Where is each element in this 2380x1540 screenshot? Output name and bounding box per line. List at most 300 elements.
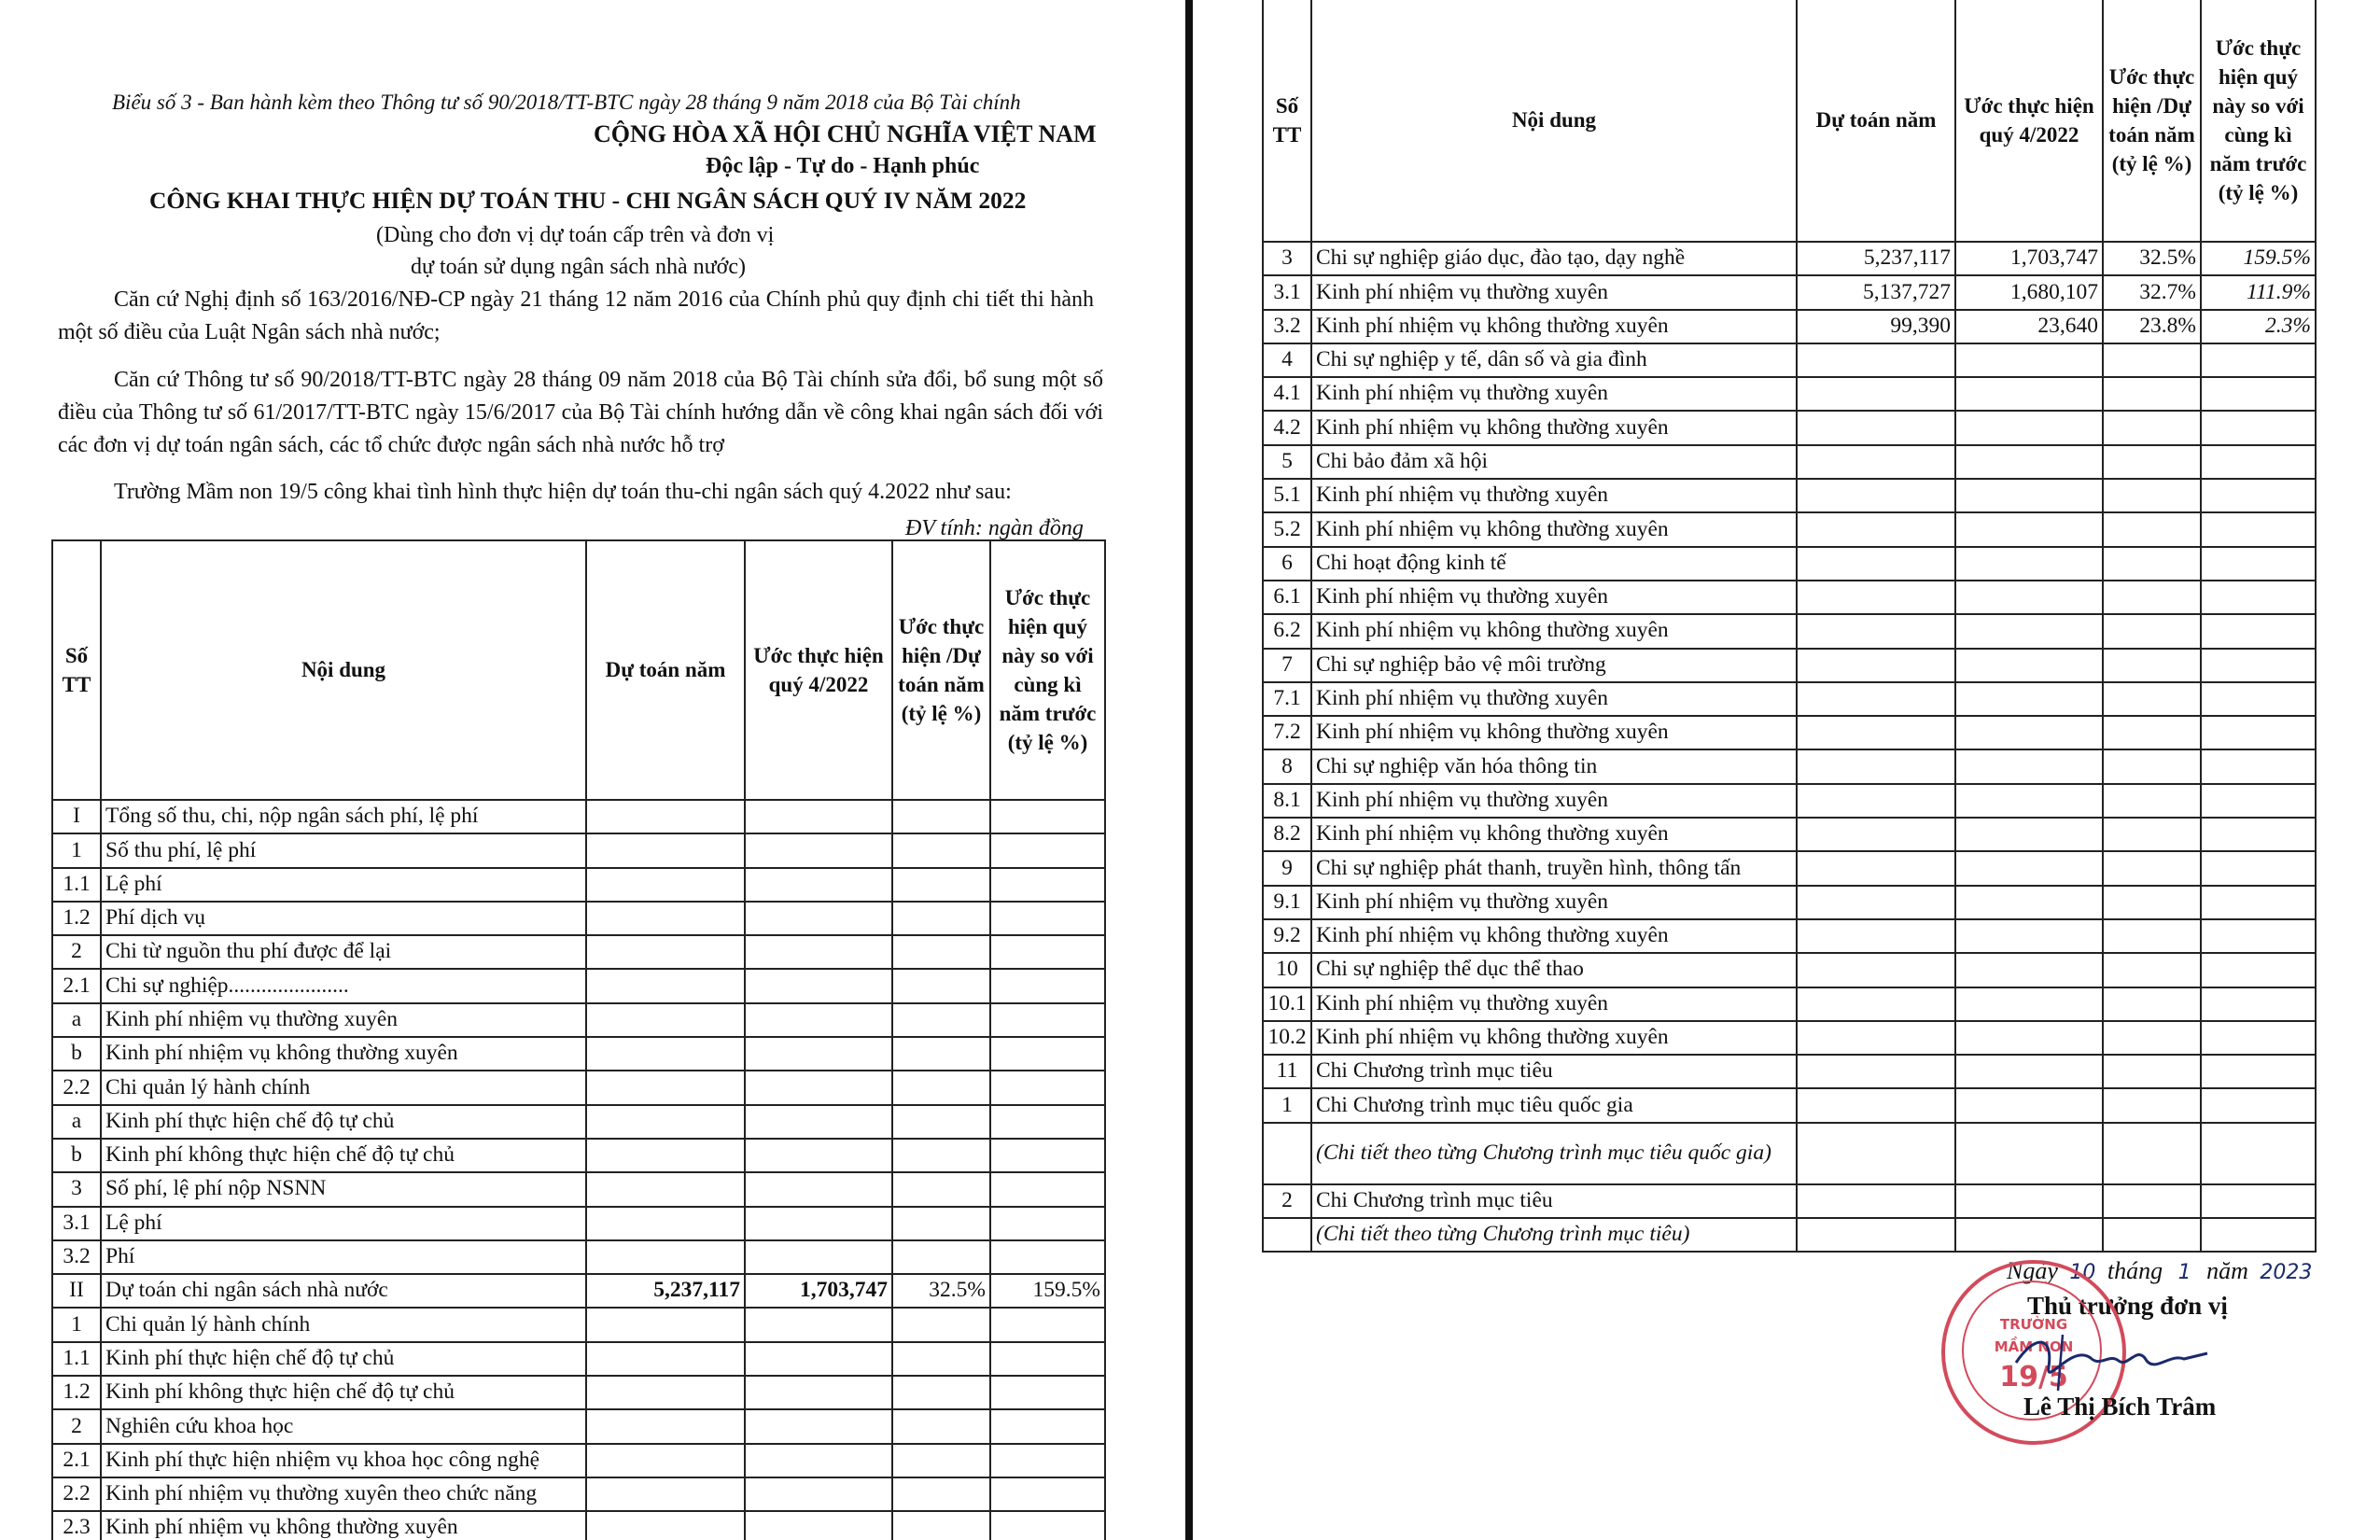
row-number: 7 <box>1263 649 1311 682</box>
row-number: 1.2 <box>52 902 101 935</box>
row-budget <box>1797 1218 1955 1252</box>
row-content: Kinh phí thực hiện chế độ tự chủ <box>101 1105 586 1139</box>
row-estimate <box>745 1207 892 1240</box>
row-estimate <box>745 1376 892 1409</box>
row-content: Kinh phí nhiệm vụ không thường xuyên <box>101 1511 586 1540</box>
row-ratio-previous <box>990 833 1105 867</box>
row-content: Kinh phí không thực hiện chế độ tự chủ <box>101 1139 586 1172</box>
table-row <box>1263 445 2316 479</box>
row-ratio-budget <box>2103 649 2201 682</box>
row-number: 5.1 <box>1263 479 1311 512</box>
row-number: b <box>52 1037 101 1071</box>
row-estimate <box>745 1444 892 1477</box>
row-ratio-budget <box>892 1105 990 1139</box>
row-ratio-budget <box>892 1444 990 1477</box>
row-budget <box>586 1037 745 1071</box>
table-row <box>1263 886 2316 919</box>
unit-label: ĐV tính: ngàn đồng <box>905 516 1084 540</box>
row-estimate <box>1955 987 2103 1021</box>
row-budget <box>1797 953 1955 987</box>
row-ratio-previous <box>2201 649 2316 682</box>
row-ratio-previous <box>2201 987 2316 1021</box>
row-ratio-previous <box>990 1105 1105 1139</box>
subtitle-line-1: (Dùng cho đơn vị dự toán cấp trên và đơn vị <box>376 223 775 247</box>
table-row <box>52 1207 1105 1240</box>
row-content: Kinh phí nhiệm vụ không thường xuyên <box>1311 1021 1797 1055</box>
row-ratio-previous <box>990 1071 1105 1104</box>
table-row <box>52 969 1105 1002</box>
row-content: Chi Chương trình mục tiêu <box>1311 1184 1797 1218</box>
header-content: Nội dung <box>101 540 586 800</box>
row-budget <box>1797 919 1955 953</box>
row-ratio-previous <box>2201 1055 2316 1088</box>
row-number: 1 <box>52 833 101 867</box>
row-estimate <box>1955 649 2103 682</box>
row-content: Chi sự nghiệp giáo dục, đào tạo, dạy nghề <box>1311 242 1797 275</box>
row-content: Lệ phí <box>101 868 586 902</box>
row-estimate <box>745 868 892 902</box>
row-budget <box>1797 886 1955 919</box>
row-budget <box>586 1240 745 1274</box>
row-ratio-budget: 23.8% <box>2103 310 2201 343</box>
row-number: 4 <box>1263 343 1311 377</box>
table-row <box>52 868 1105 902</box>
row-ratio-budget <box>892 1207 990 1240</box>
row-content: Kinh phí nhiệm vụ không thường xuyên <box>1311 818 1797 851</box>
right-page <box>1185 0 2380 1540</box>
row-ratio-previous <box>990 1003 1105 1037</box>
row-content: (Chi tiết theo từng Chương trình mục tiêu quốc gia) <box>1311 1123 1797 1184</box>
row-budget: 5,137,727 <box>1797 275 1955 309</box>
row-ratio-previous <box>2201 749 2316 783</box>
row-budget <box>1797 547 1955 581</box>
row-number: 2 <box>52 935 101 969</box>
row-content: Phí <box>101 1240 586 1274</box>
table-row <box>1263 716 2316 749</box>
row-budget: 5,237,117 <box>586 1274 745 1308</box>
row-estimate <box>1955 479 2103 512</box>
row-budget <box>1797 818 1955 851</box>
row-budget <box>586 935 745 969</box>
row-budget <box>586 1003 745 1037</box>
table-row <box>1263 987 2316 1021</box>
table-row <box>52 833 1105 867</box>
row-budget <box>1797 749 1955 783</box>
row-ratio-previous <box>2201 682 2316 716</box>
row-estimate <box>745 1105 892 1139</box>
row-number: I <box>52 800 101 833</box>
row-budget <box>586 1105 745 1139</box>
row-content: Chi sự nghiệp văn hóa thông tin <box>1311 749 1797 783</box>
table-row <box>1263 1021 2316 1055</box>
header-ratio-previous: Ước thực hiện quý này so với cùng kì năm trước (tỷ lệ %) <box>990 540 1105 800</box>
stamp-line-3: 19/5 <box>1999 1361 2068 1393</box>
legal-basis-1: Căn cứ Nghị định số 163/2016/NĐ-CP ngày 21 tháng 12 năm 2016 của Chính phủ quy định chi tiết thi hành một số điều của Luật Ngân sách nhà nước; <box>58 287 1094 344</box>
row-content: Kinh phí nhiệm vụ không thường xuyên <box>1311 716 1797 749</box>
row-number: 1.1 <box>52 1342 101 1376</box>
row-ratio-previous <box>990 1376 1105 1409</box>
table-row <box>52 1477 1105 1511</box>
row-ratio-budget <box>2103 851 2201 885</box>
row-ratio-previous: 159.5% <box>990 1274 1105 1308</box>
row-ratio-budget: 32.7% <box>2103 275 2201 309</box>
row-estimate <box>1955 749 2103 783</box>
row-ratio-previous <box>2201 1123 2316 1184</box>
table-row <box>1263 818 2316 851</box>
row-budget: 5,237,117 <box>1797 242 1955 275</box>
row-ratio-budget <box>2103 411 2201 444</box>
row-ratio-budget <box>2103 479 2201 512</box>
statement: Trường Mầm non 19/5 công khai tình hình thực hiện dự toán thu-chi ngân sách quý 4.2022 như sau: <box>114 480 1012 504</box>
row-ratio-budget <box>2103 1123 2201 1184</box>
row-number: II <box>52 1274 101 1308</box>
row-ratio-budget <box>2103 581 2201 614</box>
row-budget <box>1797 682 1955 716</box>
table-row <box>1263 649 2316 682</box>
row-ratio-previous <box>2201 716 2316 749</box>
table-row <box>52 1037 1105 1071</box>
row-content: Kinh phí nhiệm vụ không thường xuyên <box>101 1037 586 1071</box>
table-row <box>1263 851 2316 885</box>
row-content: Dự toán chi ngân sách nhà nước <box>101 1274 586 1308</box>
row-ratio-previous <box>2201 818 2316 851</box>
row-estimate <box>1955 851 2103 885</box>
row-content: Kinh phí thực hiện chế độ tự chủ <box>101 1342 586 1376</box>
row-ratio-budget <box>2103 784 2201 818</box>
row-estimate <box>1955 919 2103 953</box>
row-estimate <box>1955 581 2103 614</box>
row-ratio-budget <box>892 1139 990 1172</box>
row-ratio-budget <box>2103 343 2201 377</box>
form-reference: Biểu số 3 - Ban hành kèm theo Thông tư số 90/2018/TT-BTC ngày 28 tháng 9 năm 2018 của Bộ Tài chính <box>112 91 1021 114</box>
row-estimate: 1,703,747 <box>745 1274 892 1308</box>
row-budget <box>586 1409 745 1443</box>
row-budget <box>1797 411 1955 444</box>
row-content: Kinh phí nhiệm vụ thường xuyên <box>1311 275 1797 309</box>
row-ratio-budget <box>2103 547 2201 581</box>
row-estimate <box>745 935 892 969</box>
row-number: 10.1 <box>1263 987 1311 1021</box>
row-estimate <box>745 1240 892 1274</box>
table-row <box>1263 310 2316 343</box>
budget-table-left <box>51 539 1106 1540</box>
row-ratio-budget <box>892 833 990 867</box>
row-ratio-previous <box>990 1037 1105 1071</box>
header-budget: Dự toán năm <box>1797 0 1955 242</box>
row-ratio-previous <box>990 1409 1105 1443</box>
row-budget <box>1797 1055 1955 1088</box>
row-budget <box>586 868 745 902</box>
row-budget <box>1797 512 1955 546</box>
row-estimate <box>745 1477 892 1511</box>
row-number: 7.1 <box>1263 682 1311 716</box>
row-content: Tổng số thu, chi, nộp ngân sách phí, lệ phí <box>101 800 586 833</box>
row-content: (Chi tiết theo từng Chương trình mục tiêu) <box>1311 1218 1797 1252</box>
table-row <box>52 1308 1105 1341</box>
row-number: a <box>52 1003 101 1037</box>
row-number: 1 <box>52 1308 101 1341</box>
row-number: 2 <box>52 1409 101 1443</box>
row-ratio-budget <box>892 868 990 902</box>
table-row <box>1263 512 2316 546</box>
table-row <box>1263 1184 2316 1218</box>
table-row <box>1263 377 2316 411</box>
row-content: Chi từ nguồn thu phí được để lại <box>101 935 586 969</box>
row-ratio-previous <box>2201 919 2316 953</box>
row-content: Kinh phí nhiệm vụ thường xuyên <box>1311 784 1797 818</box>
row-ratio-budget <box>2103 682 2201 716</box>
header-estimate: Ước thực hiện quý 4/2022 <box>745 540 892 800</box>
row-number: a <box>52 1105 101 1139</box>
row-number: 7.2 <box>1263 716 1311 749</box>
row-estimate <box>1955 1123 2103 1184</box>
table-row <box>1263 343 2316 377</box>
table-row <box>1263 1123 2316 1184</box>
row-content: Chi sự nghiệp bảo vệ môi trường <box>1311 649 1797 682</box>
row-estimate <box>1955 614 2103 648</box>
row-ratio-budget <box>892 1342 990 1376</box>
table-row <box>52 1139 1105 1172</box>
table-header-row <box>52 540 1105 800</box>
signer-name: Lê Thị Bích Trâm <box>2023 1393 2217 1421</box>
table-row <box>1263 1088 2316 1122</box>
row-number: 2.1 <box>52 1444 101 1477</box>
row-ratio-previous <box>2201 1218 2316 1252</box>
row-budget <box>586 1376 745 1409</box>
row-ratio-previous: 159.5% <box>2201 242 2316 275</box>
row-estimate <box>1955 1088 2103 1122</box>
row-number: 3.2 <box>1263 310 1311 343</box>
row-budget <box>586 1071 745 1104</box>
row-estimate <box>1955 411 2103 444</box>
row-estimate <box>745 1139 892 1172</box>
row-budget <box>1797 614 1955 648</box>
row-estimate <box>1955 886 2103 919</box>
row-estimate <box>1955 512 2103 546</box>
row-budget <box>1797 784 1955 818</box>
row-number: 10.2 <box>1263 1021 1311 1055</box>
row-number: 11 <box>1263 1055 1311 1088</box>
row-estimate <box>1955 547 2103 581</box>
row-number: 2.3 <box>52 1511 101 1540</box>
row-content: Chi quản lý hành chính <box>101 1071 586 1104</box>
row-ratio-budget <box>2103 512 2201 546</box>
date-label-day: Ngày <box>2007 1257 2058 1284</box>
row-estimate <box>745 1409 892 1443</box>
row-budget <box>586 1342 745 1376</box>
row-budget <box>586 1308 745 1341</box>
row-content: Kinh phí không thực hiện chế độ tự chủ <box>101 1376 586 1409</box>
row-estimate <box>1955 1021 2103 1055</box>
table-row <box>1263 682 2316 716</box>
row-ratio-budget <box>2103 1218 2201 1252</box>
row-ratio-budget <box>892 1409 990 1443</box>
row-estimate <box>1955 1218 2103 1252</box>
row-estimate <box>745 1003 892 1037</box>
row-estimate <box>1955 445 2103 479</box>
row-ratio-previous <box>2201 411 2316 444</box>
row-ratio-previous <box>2201 1021 2316 1055</box>
row-budget <box>1797 1021 1955 1055</box>
row-estimate <box>1955 343 2103 377</box>
row-number: 3 <box>52 1172 101 1206</box>
table-row <box>1263 1055 2316 1088</box>
row-content: Số phí, lệ phí nộp NSNN <box>101 1172 586 1206</box>
row-estimate <box>745 969 892 1002</box>
table-row <box>52 1409 1105 1443</box>
date-label-month: tháng <box>2107 1257 2163 1284</box>
row-estimate <box>745 1511 892 1540</box>
row-ratio-previous <box>2201 886 2316 919</box>
row-ratio-budget <box>2103 818 2201 851</box>
row-content: Kinh phí nhiệm vụ không thường xuyên <box>1311 411 1797 444</box>
row-ratio-previous <box>2201 784 2316 818</box>
row-estimate <box>745 1342 892 1376</box>
country-name: CỘNG HÒA XÃ HỘI CHỦ NGHĨA VIỆT NAM <box>594 120 1097 147</box>
header-content: Nội dung <box>1311 0 1797 242</box>
row-estimate <box>1955 716 2103 749</box>
row-ratio-budget <box>892 1003 990 1037</box>
table-row <box>1263 581 2316 614</box>
row-ratio-budget <box>2103 1055 2201 1088</box>
table-row <box>52 1511 1105 1540</box>
row-ratio-previous <box>990 1139 1105 1172</box>
header-estimate: Ước thực hiện quý 4/2022 <box>1955 0 2103 242</box>
row-number: 2.2 <box>52 1071 101 1104</box>
table-row <box>1263 919 2316 953</box>
row-number: 5.2 <box>1263 512 1311 546</box>
row-content: Lệ phí <box>101 1207 586 1240</box>
row-content: Chi bảo đảm xã hội <box>1311 445 1797 479</box>
row-ratio-budget <box>892 1511 990 1540</box>
row-number: 9 <box>1263 851 1311 885</box>
row-number: 3 <box>1263 242 1311 275</box>
row-number: 2.2 <box>52 1477 101 1511</box>
row-ratio-budget <box>892 935 990 969</box>
row-estimate <box>745 1308 892 1341</box>
table-row <box>52 1071 1105 1104</box>
row-estimate: 1,703,747 <box>1955 242 2103 275</box>
row-budget <box>1797 1088 1955 1122</box>
row-budget <box>1797 1123 1955 1184</box>
row-number: 3.1 <box>1263 275 1311 309</box>
row-ratio-budget <box>2103 1088 2201 1122</box>
header-stt: Số TT <box>1263 0 1311 242</box>
stamp-line-1: TRƯỜNG <box>1999 1316 2068 1333</box>
row-estimate <box>745 833 892 867</box>
row-ratio-budget: 32.5% <box>2103 242 2201 275</box>
row-ratio-previous <box>990 969 1105 1002</box>
row-content: Phí dịch vụ <box>101 902 586 935</box>
row-ratio-budget <box>2103 716 2201 749</box>
row-number: 5 <box>1263 445 1311 479</box>
row-content: Kinh phí nhiệm vụ thường xuyên <box>1311 886 1797 919</box>
row-content: Kinh phí nhiệm vụ không thường xuyên <box>1311 310 1797 343</box>
date-month: 1 <box>2177 1261 2191 1284</box>
row-content: Kinh phí nhiệm vụ không thường xuyên <box>1311 919 1797 953</box>
row-number: 4.1 <box>1263 377 1311 411</box>
row-ratio-previous <box>2201 1184 2316 1218</box>
row-content: Kinh phí nhiệm vụ không thường xuyên <box>1311 614 1797 648</box>
legal-basis-2: Căn cứ Thông tư số 90/2018/TT-BTC ngày 28 tháng 09 năm 2018 của Bộ Tài chính sửa đổi, bổ sung một số điều của Thông tư số 61/2017/TT-BTC ngày 15/6/2017 của Bộ Tài chính hướng dẫn về công khai ngân sách đối với các đơn vị dự toán ngân sách, các tổ chức được ngân sách nhà nước hỗ trợ <box>58 368 1103 457</box>
row-budget <box>586 1139 745 1172</box>
row-content: Kinh phí nhiệm vụ thường xuyên <box>1311 581 1797 614</box>
row-ratio-budget <box>892 1477 990 1511</box>
row-content: Chi sự nghiệp phát thanh, truyền hình, thông tấn <box>1311 851 1797 885</box>
row-ratio-budget <box>2103 1021 2201 1055</box>
row-ratio-previous <box>2201 377 2316 411</box>
row-content: Kinh phí nhiệm vụ thường xuyên <box>1311 682 1797 716</box>
stamp-line-2: MẦM NON <box>1994 1338 2074 1355</box>
row-ratio-previous: 111.9% <box>2201 275 2316 309</box>
row-ratio-previous <box>990 1511 1105 1540</box>
row-number: 6 <box>1263 547 1311 581</box>
table-row <box>52 1342 1105 1376</box>
row-budget <box>1797 716 1955 749</box>
date-year: 2023 <box>2260 1261 2313 1284</box>
row-ratio-budget <box>892 800 990 833</box>
row-ratio-previous <box>2201 479 2316 512</box>
table-row <box>1263 242 2316 275</box>
row-number: 8.1 <box>1263 784 1311 818</box>
row-estimate <box>745 1172 892 1206</box>
row-budget <box>1797 445 1955 479</box>
row-number: 2.1 <box>52 969 101 1002</box>
row-budget <box>586 969 745 1002</box>
row-ratio-budget <box>892 1240 990 1274</box>
row-estimate <box>1955 953 2103 987</box>
row-ratio-budget <box>892 902 990 935</box>
row-estimate <box>1955 377 2103 411</box>
header-ratio-budget: Ước thực hiện /Dự toán năm (tỷ lệ %) <box>2103 0 2201 242</box>
row-ratio-budget <box>892 1037 990 1071</box>
row-ratio-budget: 32.5% <box>892 1274 990 1308</box>
row-estimate <box>1955 1184 2103 1218</box>
row-number: 1.1 <box>52 868 101 902</box>
row-ratio-budget <box>892 969 990 1002</box>
table-row <box>52 1240 1105 1274</box>
row-content: Số thu phí, lệ phí <box>101 833 586 867</box>
row-number: 1 <box>1263 1088 1311 1122</box>
signer-position: Thủ trưởng đơn vị <box>2027 1292 2228 1320</box>
row-number: 3.1 <box>52 1207 101 1240</box>
row-ratio-budget <box>892 1071 990 1104</box>
row-content: Chi sự nghiệp...................... <box>101 969 586 1002</box>
row-number: 1.2 <box>52 1376 101 1409</box>
header-ratio-previous: Ước thực hiện quý này so với cùng kì năm trước (tỷ lệ %) <box>2201 0 2316 242</box>
row-budget <box>586 1444 745 1477</box>
table-row <box>1263 275 2316 309</box>
table-row <box>52 1376 1105 1409</box>
row-ratio-budget <box>892 1308 990 1341</box>
row-budget <box>1797 479 1955 512</box>
row-estimate <box>745 800 892 833</box>
row-ratio-previous <box>990 902 1105 935</box>
row-ratio-previous: 2.3% <box>2201 310 2316 343</box>
row-number <box>1263 1123 1311 1184</box>
table-row <box>1263 614 2316 648</box>
table-row <box>1263 479 2316 512</box>
row-number: 6.2 <box>1263 614 1311 648</box>
row-ratio-budget <box>2103 886 2201 919</box>
header-stt: Số TT <box>52 540 101 800</box>
table-row <box>52 1105 1105 1139</box>
row-ratio-budget <box>892 1172 990 1206</box>
row-content: Chi quản lý hành chính <box>101 1308 586 1341</box>
table-row <box>52 902 1105 935</box>
row-number: b <box>52 1139 101 1172</box>
date-label-year: năm <box>2206 1257 2248 1284</box>
